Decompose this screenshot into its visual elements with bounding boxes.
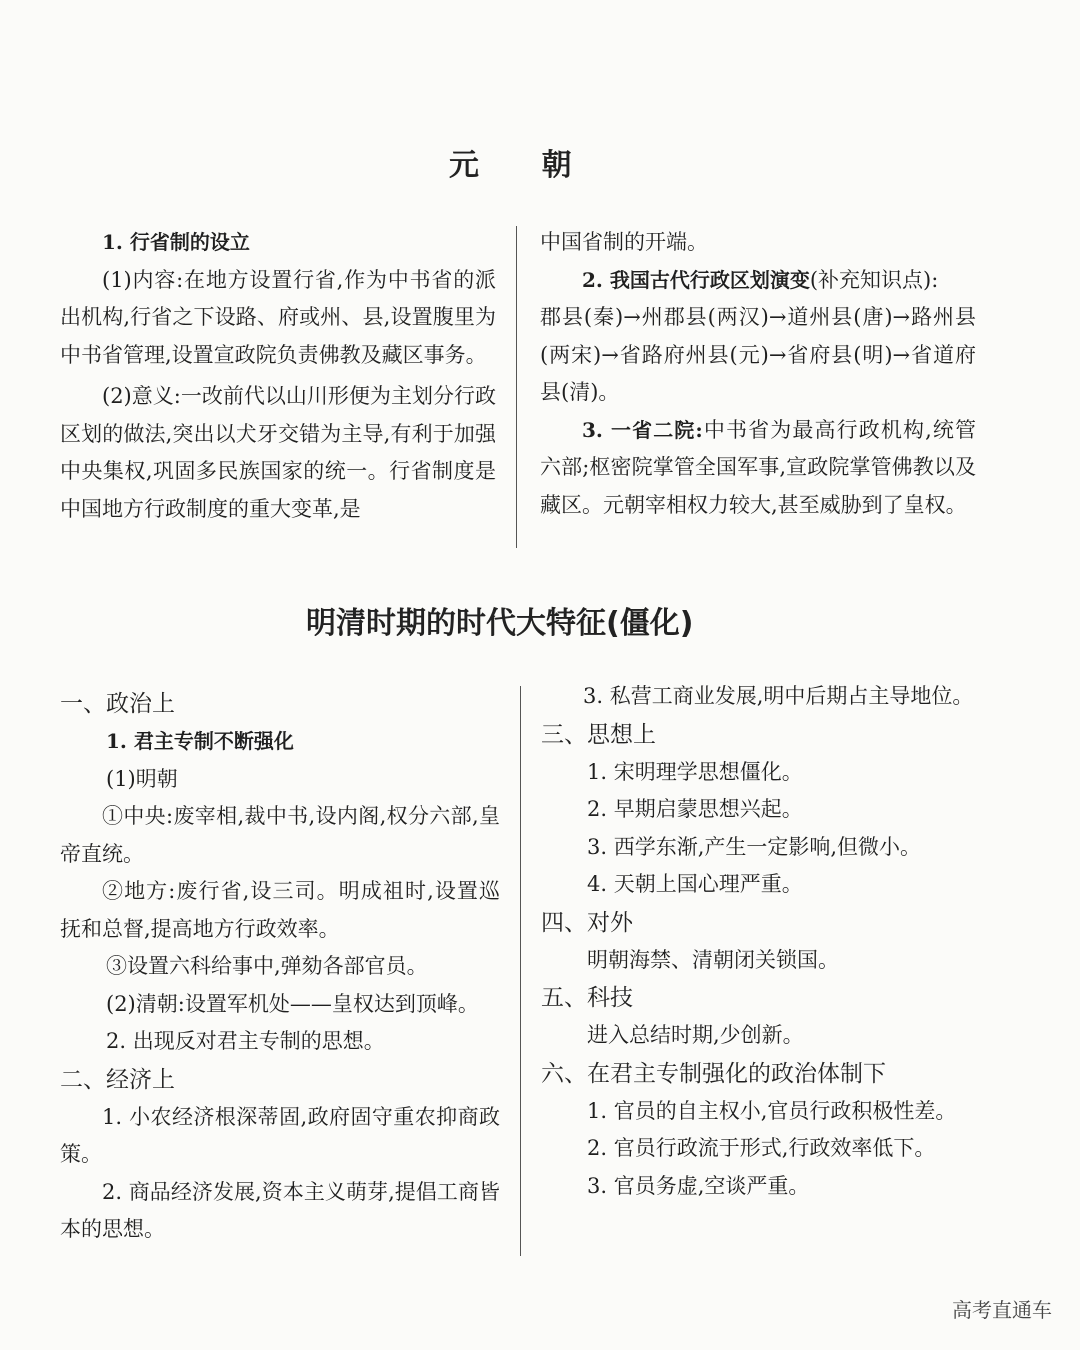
section-heading: 二、经济上 [60, 1066, 175, 1093]
paragraph: 3. 私营工商业发展,明中后期占主导地位。 [583, 684, 974, 708]
paragraph: (2)意义:一改前代以山川形便为主划分行政区划的做法,突出以犬牙交错为主导,有利于加强中央集权,巩固多民族国家的统一。行省制度是中国地方行政制度的重大变革,是 [60, 384, 496, 521]
paragraph: 2. 商品经济发展,资本主义萌芽,提倡工商皆本的思想。 [60, 1179, 500, 1241]
section-heading: 三、思想上 [541, 721, 656, 748]
paragraph: 进入总结时期,少创新。 [587, 1023, 804, 1047]
yuan-left-column [60, 224, 496, 528]
list-item: 2. 官员行政流于形式,行政效率低下。 [587, 1136, 936, 1160]
heading-text: 2. 我国古代行政区划演变 [582, 267, 810, 292]
watermark: 高考直通车 [952, 1298, 1052, 1322]
paragraph: ②地方:废行省,设三司。明成祖时,设置巡抚和总督,提高地方行政效率。 [60, 879, 500, 941]
mingqing-left-column [60, 685, 500, 1249]
paragraph: 郡县(秦)→州郡县(两汉)→道州县(唐)→路州县(两宋)→省路府州县(元)→省府县(明)→省道府县(清)。 [540, 305, 976, 404]
heading-note: (补充知识点): [809, 267, 939, 292]
yuan-title: 元 朝 [449, 148, 572, 183]
paragraph: 明朝海禁、清朝闭关锁国。 [587, 947, 839, 972]
paragraph: 1. 小农经济根深蒂固,政府固守重农抑商政策。 [60, 1104, 500, 1166]
paragraph-text: 中书省为最高行政机构,统管六部;枢密院掌管全国军事,宣政院掌管佛教以及藏区。元朝宰相权力较大,甚至威胁到了皇权。 [540, 417, 976, 517]
paragraph: 中国省制的开端。 [540, 230, 708, 254]
paragraph: (1)明朝 [106, 766, 178, 791]
column-divider [520, 686, 521, 1256]
list-item: 1. 宋明理学思想僵化。 [587, 759, 803, 784]
section-heading: 六、在君主专制强化的政治体制下 [541, 1060, 886, 1087]
paragraph: 2. 出现反对君主专制的思想。 [106, 1029, 385, 1053]
list-item: 3. 西学东渐,产生一定影响,但微小。 [587, 834, 922, 859]
paragraph: ③设置六科给事中,弹劾各部官员。 [106, 954, 428, 978]
paragraph [540, 412, 976, 525]
paragraph: (2)清朝:设置军机处——皇权达到顶峰。 [106, 991, 479, 1016]
section-heading: 五、科技 [541, 985, 633, 1011]
list-item: 1. 官员的自主权小,官员行政积极性差。 [587, 1098, 957, 1123]
list-item: 4. 天朝上国心理严重。 [587, 872, 803, 896]
column-divider [516, 226, 517, 548]
section-heading: 一、政治上 [60, 691, 175, 717]
mingqing-title: 明清时期的时代大特征(僵化) [306, 606, 694, 641]
yuan-right-column [540, 224, 976, 524]
heading-text: 3. 一省二院: [582, 417, 703, 442]
section-heading: 四、对外 [541, 909, 633, 936]
list-item: 2. 早期启蒙思想兴起。 [587, 797, 803, 821]
paragraph: ①中央:废宰相,裁中书,设内阁,权分六部,皇帝直统。 [60, 804, 500, 866]
section-heading: 1. 行省制的设立 [102, 230, 250, 254]
mingqing-right-column [541, 678, 977, 1205]
section-heading [540, 262, 976, 300]
paragraph: (1)内容:在地方设置行省,作为中书省的派出机构,行省之下设路、府或州、县,设置腹里为中书省管理,设置宣政院负责佛教及藏区事务。 [60, 267, 496, 367]
list-item: 3. 官员务虚,空谈严重。 [587, 1173, 810, 1198]
sub-heading: 1. 君主专制不断强化 [106, 729, 294, 753]
